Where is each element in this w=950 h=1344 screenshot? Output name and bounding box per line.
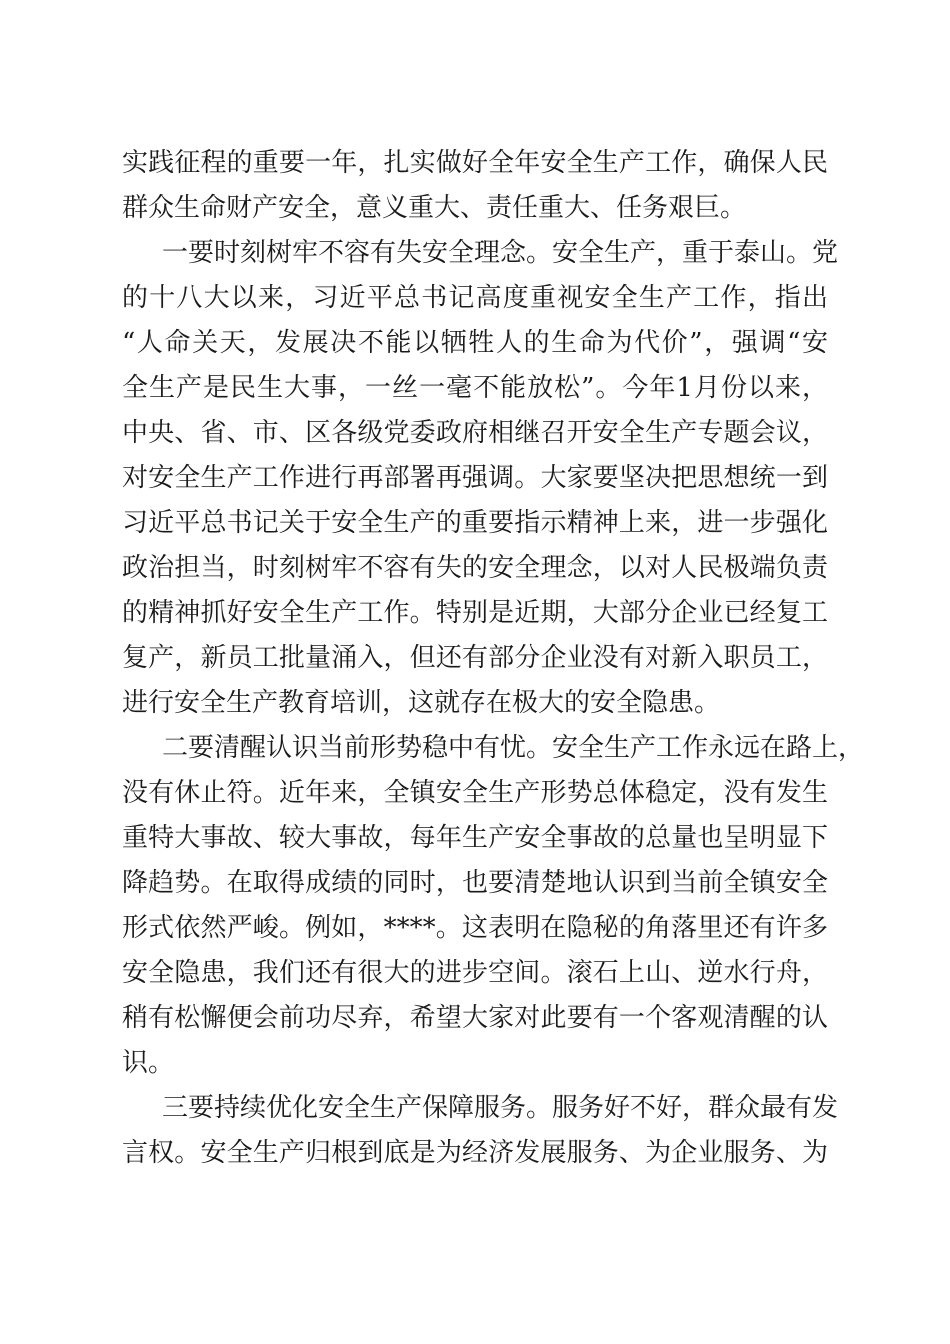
text-line: 没有休止符。近年来，全镇安全生产形势总体稳定，没有发生 <box>122 778 828 808</box>
text-line: 的十八大以来，习近平总书记高度重视安全生产工作，指出 <box>122 283 828 313</box>
text-line: 降趋势。在取得成绩的同时，也要清楚地认识到当前全镇安全 <box>122 868 828 898</box>
text-line: 形式依然严峻。例如，****。这表明在隐秘的角落里还有许多 <box>122 913 828 943</box>
text-line: 重特大事故、较大事故，每年生产安全事故的总量也呈明显下 <box>122 823 828 853</box>
text-line: 的精神抓好安全生产工作。特别是近期，大部分企业已经复工 <box>122 598 828 628</box>
text-line: “人命关天，发展决不能以牺牲人的生命为代价”，强调“安 <box>122 328 828 358</box>
paragraph-start-line: 三要持续优化安全生产保障服务。服务好不好，群众最有发 <box>162 1093 839 1123</box>
text-line: 稍有松懈便会前功尽弃，希望大家对此要有一个客观清醒的认 <box>122 1003 828 1033</box>
text-line: 中央、省、市、区各级党委政府相继召开安全生产专题会议， <box>122 418 828 448</box>
paragraph-start-line: 一要时刻树牢不容有失安全理念。安全生产，重于泰山。党 <box>162 238 839 268</box>
text-line: 对安全生产工作进行再部署再强调。大家要坚决把思想统一到 <box>122 463 828 493</box>
paragraph-start-line: 二要清醒认识当前形势稳中有忧。安全生产工作永远在路上， <box>162 733 865 763</box>
text-line: 言权。安全生产归根到底是为经济发展服务、为企业服务、为 <box>122 1138 828 1168</box>
text-line: 政治担当，时刻树牢不容有失的安全理念，以对人民极端负责 <box>122 553 828 583</box>
text-line: 安全隐患，我们还有很大的进步空间。滚石上山、逆水行舟， <box>122 958 828 988</box>
text-line: 进行安全生产教育培训，这就存在极大的安全隐患。 <box>122 688 721 718</box>
text-line: 复产，新员工批量涌入，但还有部分企业没有对新入职员工， <box>122 643 828 673</box>
text-line: 习近平总书记关于安全生产的重要指示精神上来，进一步强化 <box>122 508 828 538</box>
text-line: 群众生命财产安全，意义重大、责任重大、任务艰巨。 <box>122 193 747 223</box>
text-line: 全生产是民生大事，一丝一毫不能放松”。今年1月份以来， <box>122 373 828 403</box>
text-line: 识。 <box>122 1048 175 1078</box>
text-line: 实践征程的重要一年，扎实做好全年安全生产工作，确保人民 <box>122 148 828 178</box>
